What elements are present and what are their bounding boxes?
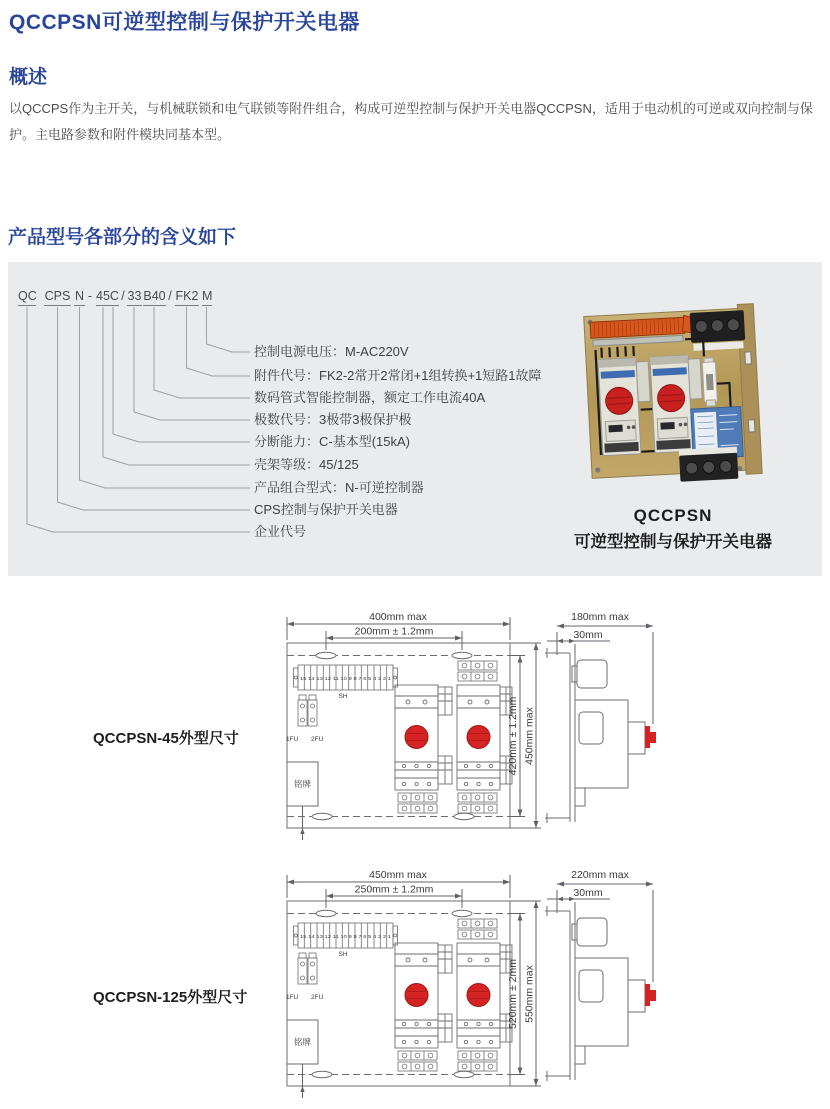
dim-depth-max: 220mm max xyxy=(571,869,629,881)
dim-depth-max: 180mm max xyxy=(571,611,629,623)
front-knob-right xyxy=(467,984,490,1007)
code-segment-fk2: FK2 xyxy=(175,289,199,306)
meaning-combination-type: 产品组合型式：N-可逆控制器 xyxy=(254,480,424,495)
code-separator-slash-1: / xyxy=(121,289,125,303)
terminal-numbers: 15 14 13 12 11 10 9 8 7 6 5 4 3 2 1 xyxy=(300,934,392,939)
photo-caption-name: 可逆型控制与保护开关电器 xyxy=(574,533,772,551)
meaning-frame-class: 壳架等级：45/125 xyxy=(254,457,359,472)
front-knob-left xyxy=(405,726,428,749)
code-separator-slash-2: / xyxy=(168,289,172,303)
side-knob xyxy=(645,984,656,1006)
meaning-cps: CPS控制与保护开关电器 xyxy=(254,502,398,517)
drawing-125-title: QCCPSN-125外型尺寸 xyxy=(93,989,248,1006)
overview-heading: 概述 xyxy=(9,67,48,88)
fuse1-label: 1FU xyxy=(286,736,299,743)
dim-mount-height: 520mm ± 2mm xyxy=(507,959,519,1029)
drawing-45 xyxy=(275,600,675,845)
code-segment-n: N xyxy=(74,289,85,306)
switch-unit-left xyxy=(598,358,641,456)
meaning-control-voltage: 控制电源电压：M-AC220V xyxy=(254,344,409,359)
code-segment-qc: QC xyxy=(18,289,36,306)
fuse1-label: 1FU xyxy=(286,994,299,1001)
meaning-accessory-code: 附件代号：FK2-2常开2常闭+1组转换+1短路1故障 xyxy=(254,368,542,383)
model-section-heading: 产品型号各部分的含义如下 xyxy=(8,227,237,248)
dim-mount-width: 250mm ± 1.2mm xyxy=(354,883,434,896)
meaning-breaking-capacity: 分断能力：C-基本型(15kA) xyxy=(254,434,411,449)
drawing-125 xyxy=(275,858,675,1103)
photo-caption-model: QCCPSN xyxy=(633,506,713,525)
overview-paragraph: 以QCCPS作为主开关，与机械联锁和电气联锁等附件组合，构成可逆型控制与保护开关电器QCCPSN，适用于电动机的可逆或双向控制与保护。主电路参数和附件模块同基本型。 xyxy=(9,101,813,142)
fuse2-label: 2FU xyxy=(311,994,324,1001)
dim-panel-offset: 30mm xyxy=(573,887,603,899)
code-segment-45c: 45C xyxy=(96,289,119,306)
photo-caption xyxy=(560,506,786,552)
front-knob-left xyxy=(405,984,428,1007)
code-segment-m: M xyxy=(202,289,212,306)
dim-panel-offset: 30mm xyxy=(573,629,603,641)
dim-width-max: 400mm max xyxy=(369,611,427,623)
code-segment-33: 33 xyxy=(127,289,142,306)
side-knob xyxy=(645,726,656,748)
dim-mount-height: 420mm ± 1.2mm xyxy=(507,696,519,776)
nameplate-label: 铭牌 xyxy=(293,1037,312,1047)
terminal-sh-label: SH xyxy=(338,693,348,700)
code-segment-b40: B40 xyxy=(143,289,166,306)
fuse2-label: 2FU xyxy=(311,736,324,743)
fuse-holder xyxy=(702,358,717,407)
terminal-sh-label: SH xyxy=(338,951,348,958)
meaning-controller: 数码管式智能控制器，额定工作电流40A xyxy=(254,390,486,405)
drawing-45-title: QCCPSN-45外型尺寸 xyxy=(93,730,239,747)
product-photo xyxy=(578,298,768,494)
terminal-numbers: 15 14 13 12 11 10 9 8 7 6 5 4 3 2 1 xyxy=(300,676,392,681)
switch-unit-right xyxy=(650,355,693,453)
dim-height-max: 550mm max xyxy=(523,965,536,1023)
dim-mount-width: 200mm ± 1.2mm xyxy=(354,625,434,638)
dim-width-max: 450mm max xyxy=(369,869,427,881)
code-separator-dash: - xyxy=(87,289,93,303)
page-title: QCCPSN可逆型控制与保护开关电器 xyxy=(9,11,360,34)
dim-height-max: 450mm max xyxy=(523,707,536,765)
nameplate-label: 铭牌 xyxy=(293,779,312,789)
front-knob-right xyxy=(467,726,490,749)
meaning-company-code: 企业代号 xyxy=(254,524,307,539)
meaning-pole-code: 极数代号：3极带3极保护极 xyxy=(254,412,412,427)
code-segment-cps: CPS xyxy=(44,289,71,306)
